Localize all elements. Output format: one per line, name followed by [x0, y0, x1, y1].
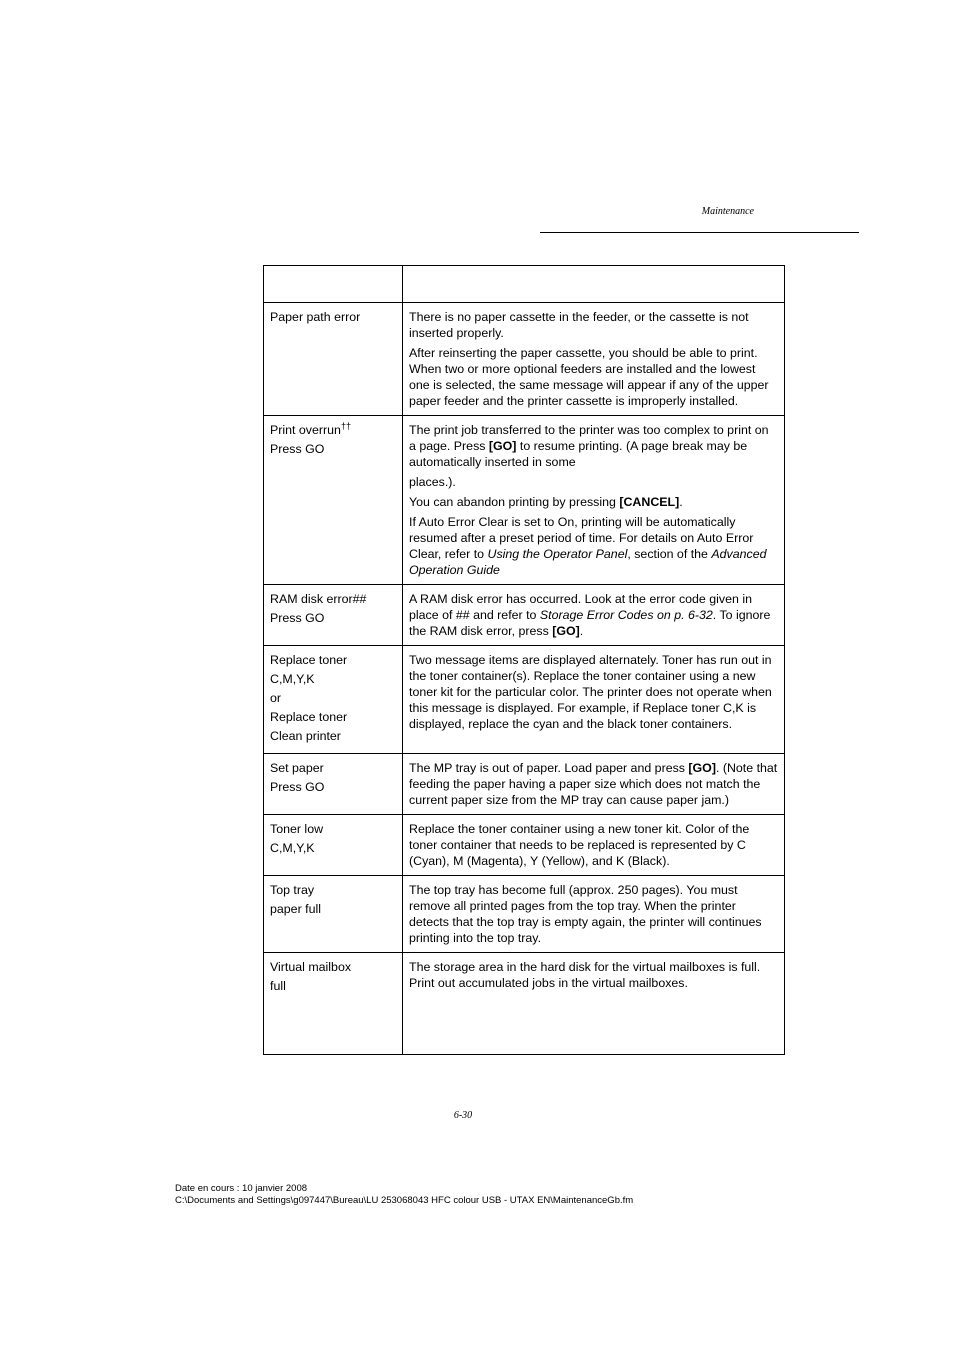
- description-text: [409, 591, 778, 639]
- description-text: There is no paper cassette in the feeder, or the cassette is not inserted properly.: [409, 310, 749, 340]
- description-span: .: [679, 495, 683, 509]
- description-span: The print job transferred to the printer was too complex to print on a page. Press: [409, 423, 769, 453]
- message-text: C,M,Y,K: [270, 672, 315, 686]
- message-text-main: Print overrun: [270, 423, 341, 437]
- message-cell: [264, 416, 403, 585]
- cross-reference: Using the Operator Panel: [487, 547, 628, 561]
- key-name-go: [GO]: [488, 439, 517, 453]
- description-cell: [403, 815, 785, 876]
- description-span: The MP tray is out of paper. Load paper and press: [409, 761, 689, 775]
- message-text: Press GO: [270, 611, 325, 625]
- description-cell: [403, 754, 785, 815]
- message-cell: [264, 754, 403, 815]
- key-name-go: [GO]: [552, 624, 580, 638]
- description-cell: [403, 416, 785, 585]
- message-cell: [264, 303, 403, 416]
- description-span: .: [579, 624, 584, 638]
- message-text: RAM disk error##: [270, 592, 367, 606]
- description-text: Two message items are displayed alternately. Toner has run out in the toner container(s). Replace the toner container using a new toner kit for the particular color. The printer does not operate when this message is displayed. For example, if Replace toner C,K is displayed, replace the cyan and the black toner containers.: [409, 653, 772, 731]
- table-row: [264, 303, 785, 416]
- footer-file-path: C:\Documents and Settings\g097447\Bureau\LU 253068043 HFC colour USB - UTAX EN\MaintenanceGb.fm: [175, 1195, 634, 1206]
- description-text: Replace the toner container using a new toner kit. Color of the toner container that needs to be replaced is represented by C (Cyan), M (Magenta), Y (Yellow), and K (Black).: [409, 822, 750, 868]
- description-text: [409, 514, 778, 578]
- message-text: Clean printer: [270, 729, 341, 743]
- description-cell: [403, 953, 785, 1055]
- message-text: Press GO: [270, 442, 325, 456]
- cross-reference: Storage Error Codes on p. 6-32: [539, 608, 713, 622]
- header-cell-description: [403, 266, 785, 303]
- table-row: [264, 416, 785, 585]
- message-text: Paper path error: [270, 310, 361, 324]
- error-message-table: [263, 265, 785, 1055]
- message-text: or: [270, 691, 282, 705]
- table-header-row: [264, 266, 785, 303]
- description-span: You can abandon printing by pressing: [409, 495, 620, 509]
- page-number: 6-30: [453, 1110, 473, 1121]
- message-text: Press GO: [270, 780, 325, 794]
- table-row: [264, 646, 785, 754]
- running-header-title: Maintenance: [701, 206, 754, 217]
- description-text: [409, 760, 778, 808]
- message-cell: [264, 585, 403, 646]
- document-footer: [175, 1183, 633, 1207]
- description-span: If Auto Error Clear is set to On, printing will be automatically resumed after a preset period of time. For details on Auto Error Clear, refer to: [409, 515, 754, 561]
- table-row: [264, 815, 785, 876]
- description-text: [409, 422, 778, 470]
- table-row: [264, 953, 785, 1055]
- message-cell: [264, 953, 403, 1055]
- header-rule: [540, 232, 859, 233]
- key-name-go: [GO]: [688, 761, 716, 775]
- description-span: to resume printing. (A page break may be automatically inserted in some: [409, 439, 748, 469]
- message-cell: [264, 815, 403, 876]
- message-text: paper full: [270, 902, 321, 916]
- table-row: [264, 585, 785, 646]
- message-cell: [264, 876, 403, 953]
- message-text: Toner low: [270, 822, 324, 836]
- message-text: Set paper: [270, 761, 324, 775]
- table-row: [264, 876, 785, 953]
- description-cell: [403, 646, 785, 754]
- cross-reference: Advanced Operation Guide: [409, 547, 767, 577]
- message-text: Virtual mailbox: [270, 960, 352, 974]
- description-span: , section of the: [627, 547, 712, 561]
- message-text: Replace toner: [270, 710, 348, 724]
- description-text: The top tray has become full (approx. 250 pages). You must remove all printed pages from the top tray. When the printer detects that the top tray is empty again, the printer will continues printing into the top tray.: [409, 883, 762, 945]
- table-row: [264, 754, 785, 815]
- description-cell: [403, 303, 785, 416]
- description-cell: [403, 585, 785, 646]
- description-text: After reinserting the paper cassette, you should be able to print. When two or more optional feeders are installed and the lowest one is selected, the same message will appear if any of the upper paper feeder and the printer cassette is improperly installed.: [409, 346, 769, 408]
- description-span: . To ignore the RAM disk error, press: [409, 608, 771, 638]
- message-text: Top tray: [270, 883, 315, 897]
- description-cell: [403, 876, 785, 953]
- message-text: [270, 422, 396, 438]
- description-text: [409, 494, 778, 510]
- header-cell-message: [264, 266, 403, 303]
- description-span: . (Note that feeding the paper having a paper size which does not match the current paper size from the MP tray can cause paper jam.): [409, 761, 778, 807]
- key-name-cancel: [CANCEL]: [619, 495, 680, 509]
- message-text: full: [270, 979, 286, 993]
- footer-date: Date en cours : 10 janvier 2008: [175, 1183, 308, 1194]
- message-cell: [264, 646, 403, 754]
- description-span: A RAM disk error has occurred. Look at the error code given in place of ## and refer to: [409, 592, 752, 622]
- description-text: The storage area in the hard disk for the virtual mailboxes is full. Print out accumulated jobs in the virtual mailboxes.: [409, 960, 761, 990]
- footnote-marker: ††: [340, 420, 351, 431]
- message-text: C,M,Y,K: [270, 841, 315, 855]
- message-text: Replace toner: [270, 653, 348, 667]
- description-text: places.).: [409, 475, 456, 489]
